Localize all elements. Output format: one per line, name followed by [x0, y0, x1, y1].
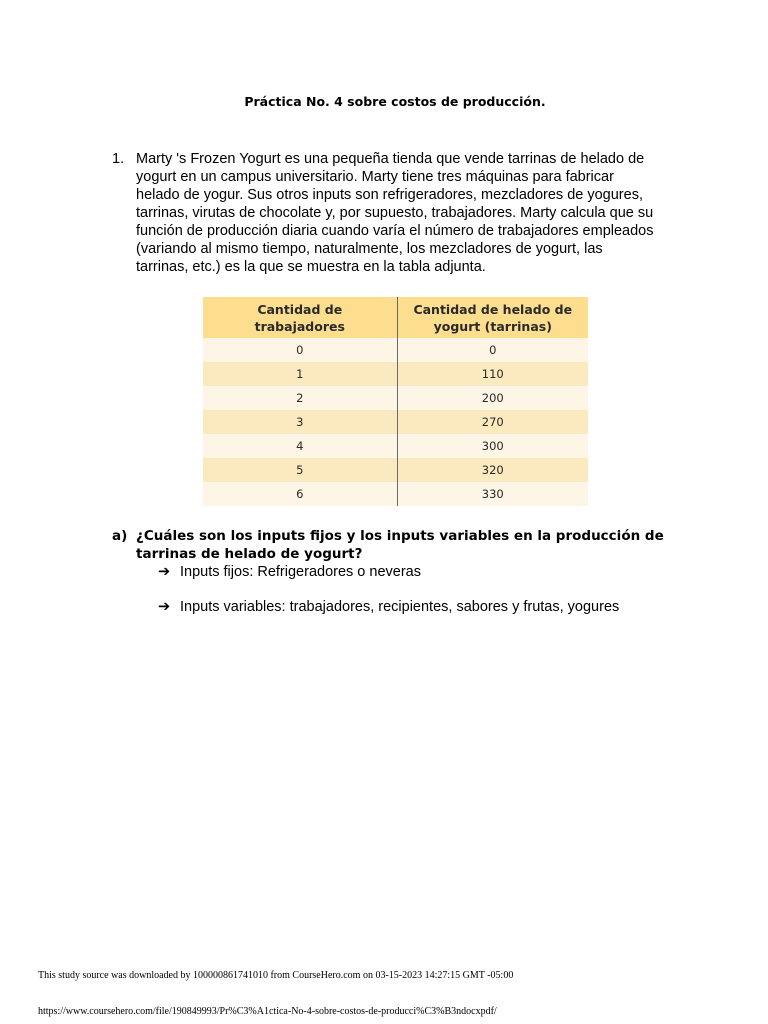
arrow-icon: ➔ [158, 564, 171, 580]
footer-source: This study source was downloaded by 100000861741010 from CourseHero.com on 03-15-2023 14:27:15 GMT -05:00 [38, 970, 514, 981]
arrow-icon: ➔ [158, 599, 171, 615]
cell-workers: 2 [203, 386, 397, 410]
cell-yogurt: 300 [397, 434, 588, 458]
question-1-line: tarrinas, etc.) es la que se muestra en la tabla adjunta. [136, 259, 486, 275]
cell-yogurt: 330 [397, 482, 588, 506]
cell-yogurt: 110 [397, 362, 588, 386]
answer-variable-inputs [158, 598, 619, 616]
cell-workers: 6 [203, 482, 397, 506]
question-a [112, 527, 672, 563]
question-1-line: función de producción diaria cuando varía el número de trabajadores empleados [136, 223, 654, 239]
question-a-line: ¿Cuáles son los inputs fijos y los inputs variables en la producción de [136, 528, 664, 544]
footer-url[interactable]: https://www.coursehero.com/file/190849993/Pr%C3%A1ctica-No-4-sobre-costos-de-producci%C3%B3ndocxpdf/ [38, 1006, 497, 1017]
table-header-row [203, 297, 588, 338]
page-title: Práctica No. 4 sobre costos de producción. [244, 94, 546, 109]
table-row [203, 410, 588, 434]
cell-yogurt: 270 [397, 410, 588, 434]
question-1-line: (variando al mismo tiempo, naturalmente, los mezcladores de yogurt, las [136, 241, 603, 257]
production-table [203, 297, 588, 506]
cell-workers: 3 [203, 410, 397, 434]
question-1-text [136, 150, 682, 276]
answer-text: Inputs fijos: Refrigeradores o neveras [180, 564, 421, 580]
question-1-line: helado de yogur. Sus otros inputs son refrigeradores, mezcladores de yogures, [136, 187, 643, 203]
question-1-line: tarrinas, virutas de chocolate y, por supuesto, trabajadores. Marty calcula que su [136, 205, 654, 221]
cell-workers: 0 [203, 338, 397, 362]
cell-workers: 5 [203, 458, 397, 482]
question-1-line: yogurt en un campus universitario. Marty tiene tres máquinas para fabricar [136, 169, 614, 185]
cell-workers: 4 [203, 434, 397, 458]
answer-fixed-inputs [158, 563, 421, 581]
table-row [203, 482, 588, 506]
cell-yogurt: 200 [397, 386, 588, 410]
question-1 [112, 150, 682, 276]
question-a-label: a) [112, 528, 128, 544]
header-workers: Cantidad de trabajadores [203, 297, 397, 338]
table-row [203, 386, 588, 410]
question-1-line: Marty 's Frozen Yogurt es una pequeña tienda que vende tarrinas de helado de [136, 151, 645, 167]
question-number: 1. [112, 151, 125, 167]
table-row [203, 458, 588, 482]
answer-text: Inputs variables: trabajadores, recipientes, sabores y frutas, yogures [180, 599, 620, 615]
cell-yogurt: 320 [397, 458, 588, 482]
question-a-line: tarrinas de helado de yogurt? [136, 546, 363, 562]
cell-yogurt: 0 [397, 338, 588, 362]
table-row [203, 338, 588, 362]
table-row [203, 362, 588, 386]
question-a-text [136, 527, 672, 563]
cell-workers: 1 [203, 362, 397, 386]
table-row [203, 434, 588, 458]
header-yogurt: Cantidad de helado de yogurt (tarrinas) [397, 297, 588, 338]
